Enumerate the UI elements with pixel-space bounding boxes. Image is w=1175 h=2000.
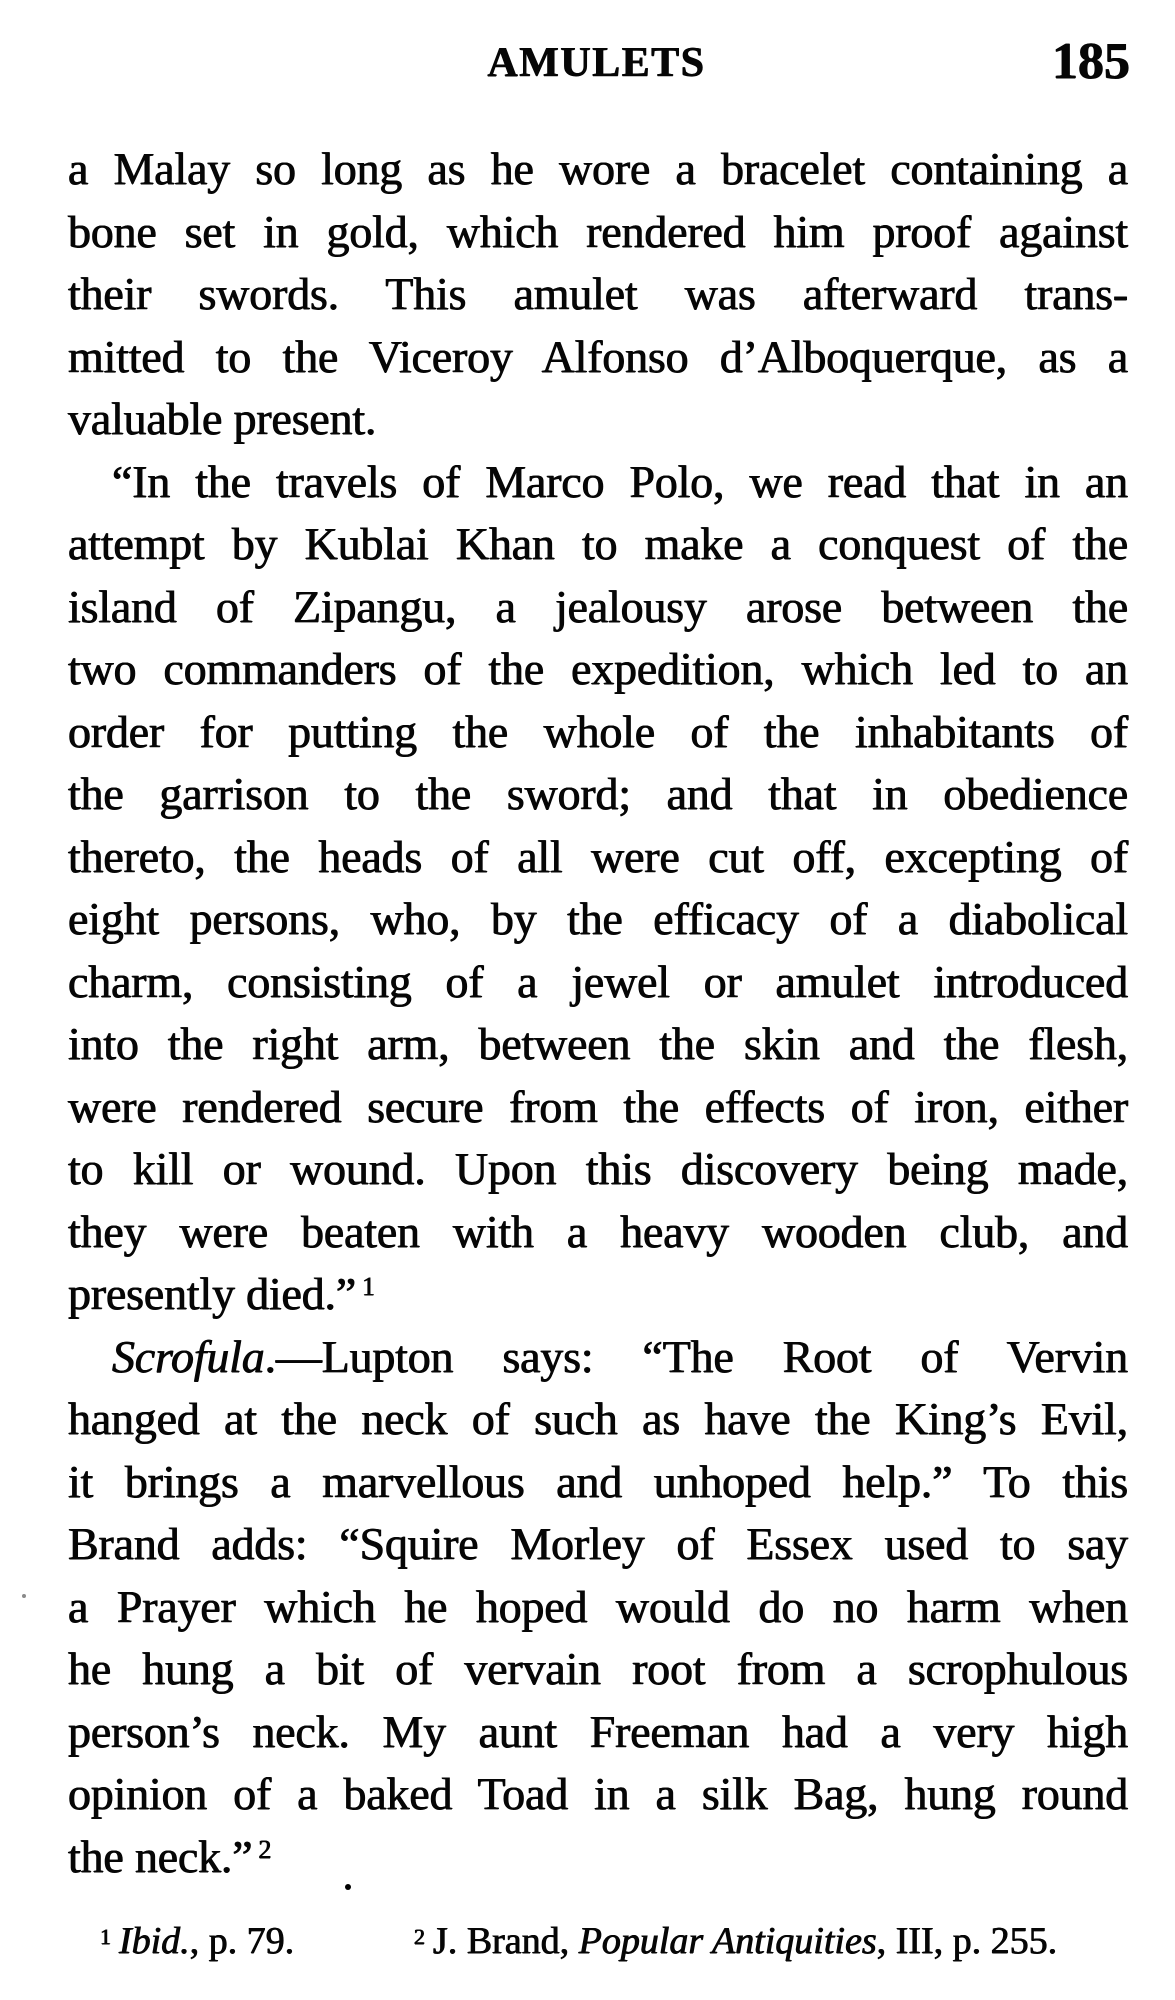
text-segment: their swords. This amulet was afterward trans-: [68, 268, 1128, 319]
text-segment: presently died.”: [68, 1268, 357, 1319]
text-segment: valuable present.: [68, 393, 377, 444]
text-segment: thereto, the heads of all were cut off, excepting of: [68, 830, 1128, 882]
text-line: [68, 1076, 1128, 1139]
paragraph: [68, 451, 1128, 1326]
text-line: [68, 326, 1128, 389]
text-line: [68, 951, 1128, 1014]
text-segment: .—Lupton says: “The Root of Vervin: [264, 1330, 1128, 1382]
text-line: [68, 1763, 1128, 1826]
text-line: [68, 1326, 1128, 1389]
text-line: [68, 638, 1128, 701]
text-segment: island of Zipangu, a jealousy arose between the: [68, 580, 1128, 632]
text-segment: the neck.”: [68, 1830, 253, 1882]
running-head: AMULETS: [487, 40, 706, 86]
superscript-marker: 2: [258, 1834, 272, 1864]
page-number: 185: [1052, 33, 1130, 90]
text-line: [68, 763, 1128, 826]
text-line: [68, 1201, 1128, 1264]
text-line: [68, 451, 1128, 514]
ink-artifact-dot: [22, 1594, 26, 1598]
text-segment: they were beaten with a heavy wooden club, and: [68, 1205, 1128, 1257]
text-segment: a Malay so long as he wore a bracelet containing a: [68, 143, 1128, 194]
footnote-marker: 1: [100, 1924, 111, 1949]
text-line: [68, 1013, 1128, 1076]
text-segment: , III, p. 255.: [876, 1920, 1058, 1962]
text-line: [68, 576, 1128, 639]
text-segment: person’s neck. My aunt Freeman had a very high: [68, 1705, 1128, 1757]
text-segment: bone set in gold, which rendered him proof against: [68, 205, 1128, 257]
text-segment: attempt by Kublai Khan to make a conquest of the: [68, 518, 1128, 569]
text-line: [68, 888, 1128, 951]
text-line: [68, 1576, 1128, 1639]
text-segment: Brand adds: “Squire Morley of Essex used to say: [68, 1518, 1128, 1569]
text-segment: two commanders of the expedition, which led to an: [68, 643, 1128, 694]
text-line: [68, 1826, 1128, 1889]
text-segment: it brings a marvellous and unhoped help.” To this: [68, 1455, 1128, 1507]
text-line: [68, 1638, 1128, 1701]
text-segment: Popular Antiquities: [578, 1920, 877, 1962]
footnote-1: [100, 1922, 294, 1960]
footnote-2: [414, 1922, 1057, 1960]
text-line: [68, 826, 1128, 889]
text-segment: he hung a bit of vervain root from a scrophulous: [68, 1643, 1128, 1694]
text-segment: a Prayer which he hoped would do no harm when: [68, 1580, 1128, 1632]
text-segment: to kill or wound. Upon this discovery being made,: [68, 1143, 1128, 1194]
text-line: [68, 701, 1128, 764]
text-line: [68, 1513, 1128, 1576]
text-line: [68, 1388, 1128, 1451]
text-segment: charm, consisting of a jewel or amulet introduced: [68, 955, 1128, 1007]
text-segment: J. Brand,: [433, 1920, 579, 1962]
paragraph: [68, 138, 1128, 451]
text-segment: into the right arm, between the skin and the flesh,: [68, 1018, 1128, 1069]
text-segment: opinion of a baked Toad in a silk Bag, hung round: [68, 1768, 1128, 1819]
text-segment: mitted to the Viceroy Alfonso d’Alboquerque, as a: [68, 330, 1128, 382]
text-segment: the garrison to the sword; and that in obedience: [68, 768, 1128, 819]
footnote-marker: 2: [414, 1924, 425, 1949]
superscript-marker: 1: [362, 1272, 375, 1301]
text-line: [68, 1701, 1128, 1764]
text-line: [68, 263, 1128, 326]
paragraph: [68, 1326, 1128, 1889]
text-segment: hanged at the neck of such as have the King’s Evil,: [68, 1393, 1128, 1444]
text-segment: Ibid.: [119, 1920, 190, 1962]
text-line: [68, 513, 1128, 576]
text-line: [68, 138, 1128, 201]
text-segment: order for putting the whole of the inhabitants of: [68, 705, 1128, 757]
text-segment: “In the travels of Marco Polo, we read that in an: [112, 455, 1128, 507]
text-segment: Scrofula: [112, 1330, 265, 1382]
text-segment: eight persons, who, by the efficacy of a diabolical: [68, 893, 1128, 944]
footnotes: [68, 1922, 1128, 1972]
text-segment: , p. 79.: [189, 1920, 295, 1962]
text-line: [68, 201, 1128, 264]
text-line: [68, 1451, 1128, 1514]
body-text: [68, 138, 1128, 1888]
text-line: [68, 1138, 1128, 1201]
text-line: [68, 1263, 1128, 1326]
text-segment: were rendered secure from the effects of iron, either: [68, 1080, 1128, 1132]
ink-artifact-dot: [345, 1884, 351, 1890]
text-line: [68, 388, 1128, 451]
